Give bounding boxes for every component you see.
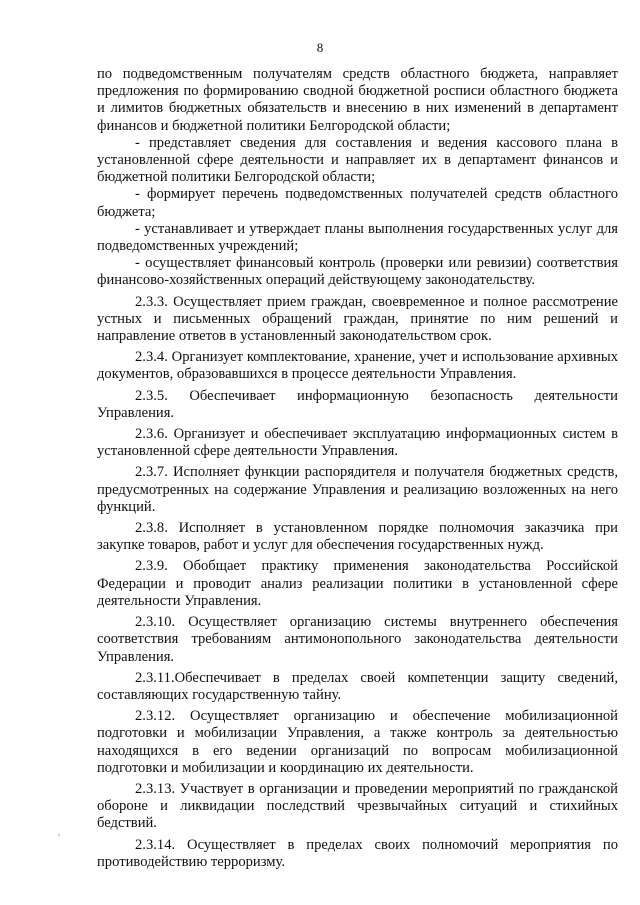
paragraph-2-3-14: 2.3.14. Осуществляет в пределах своих полномочий мероприятия по противодействию терроризму.	[97, 836, 618, 870]
paragraph-2-3-5: 2.3.5. Обеспечивает информационную безопасность деятельности Управления.	[97, 387, 618, 421]
paragraph-cash-plan: - представляет сведения для составления и ведения кассового плана в установленной сфере деятельности и направляет их в департамент финансов и бюджетной политики Белгородской области;	[97, 134, 618, 186]
paragraph-2-3-12: 2.3.12. Осуществляет организацию и обеспечение мобилизационной подготовки и мобилизации Управления, а также контроль за деятельностью находящихся в его ведении организаций по вопросам мобилизационной подготовки и мобилизации и координацию их деятельности.	[97, 708, 618, 776]
paragraph-2-3-11: 2.3.11.Обеспечивает в пределах своей компетенции защиту сведений, составляющих государственную тайну.	[97, 669, 618, 703]
margin-tick-mark: '	[58, 832, 60, 844]
paragraph-2-3-4: 2.3.4. Организует комплектование, хранение, учет и использование архивных документов, образовавшихся в процессе деятельности Управления.	[97, 349, 618, 383]
paragraph-2-3-13: 2.3.13. Участвует в организации и проведении мероприятий по гражданской обороне и ликвидации последствий чрезвычайных ситуаций и стихийных бедствий.	[97, 780, 618, 832]
paragraph-2-3-6: 2.3.6. Организует и обеспечивает эксплуатацию информационных систем в установленной сфере деятельности Управления.	[97, 426, 618, 460]
paragraph-2-3-7: 2.3.7. Исполняет функции распорядителя и получателя бюджетных средств, предусмотренных на содержание Управления и реализацию возложенных на него функций.	[97, 464, 618, 515]
page-number: 8	[316, 40, 324, 55]
paragraph-financial-control: - осуществляет финансовый контроль (проверки или ревизии) соответствия финансово-хозяйственных операций действующему законодательству.	[97, 255, 618, 289]
paragraph-2-3-9: 2.3.9. Обобщает практику применения законодательства Российской Федерации и проводит анализ реализации политики в установленной сфере деятельности Управления.	[97, 558, 618, 609]
paragraph-budget-proposals: по подведомственным получателям средств областного бюджета, направляет предложения по формированию сводной бюджетной росписи областного бюджета и лимитов бюджетных обязательств и внесению в них изменений в департамент финансов и бюджетной политики Белгородской области;	[97, 66, 618, 134]
paragraph-recipients-list: - формирует перечень подведомственных получателей средств областного бюджета;	[97, 186, 618, 220]
document-body	[97, 66, 618, 871]
paragraph-service-plans: - устанавливает и утверждает планы выполнения государственных услуг для подведомственных учреждений;	[97, 220, 618, 255]
paragraph-2-3-3: 2.3.3. Осуществляет прием граждан, своевременное и полное рассмотрение устных и письменных обращений граждан, принятие по ним решений и направление ответов в установленный законодательством срок.	[97, 293, 618, 345]
paragraph-2-3-10: 2.3.10. Осуществляет организацию системы внутреннего обеспечения соответствия требованиям антимонопольного законодательства деятельности Управления.	[97, 614, 618, 665]
paragraph-2-3-8: 2.3.8. Исполняет в установленном порядке полномочия заказчика при закупке товаров, работ и услуг для обеспечения государственных нужд.	[97, 520, 618, 554]
